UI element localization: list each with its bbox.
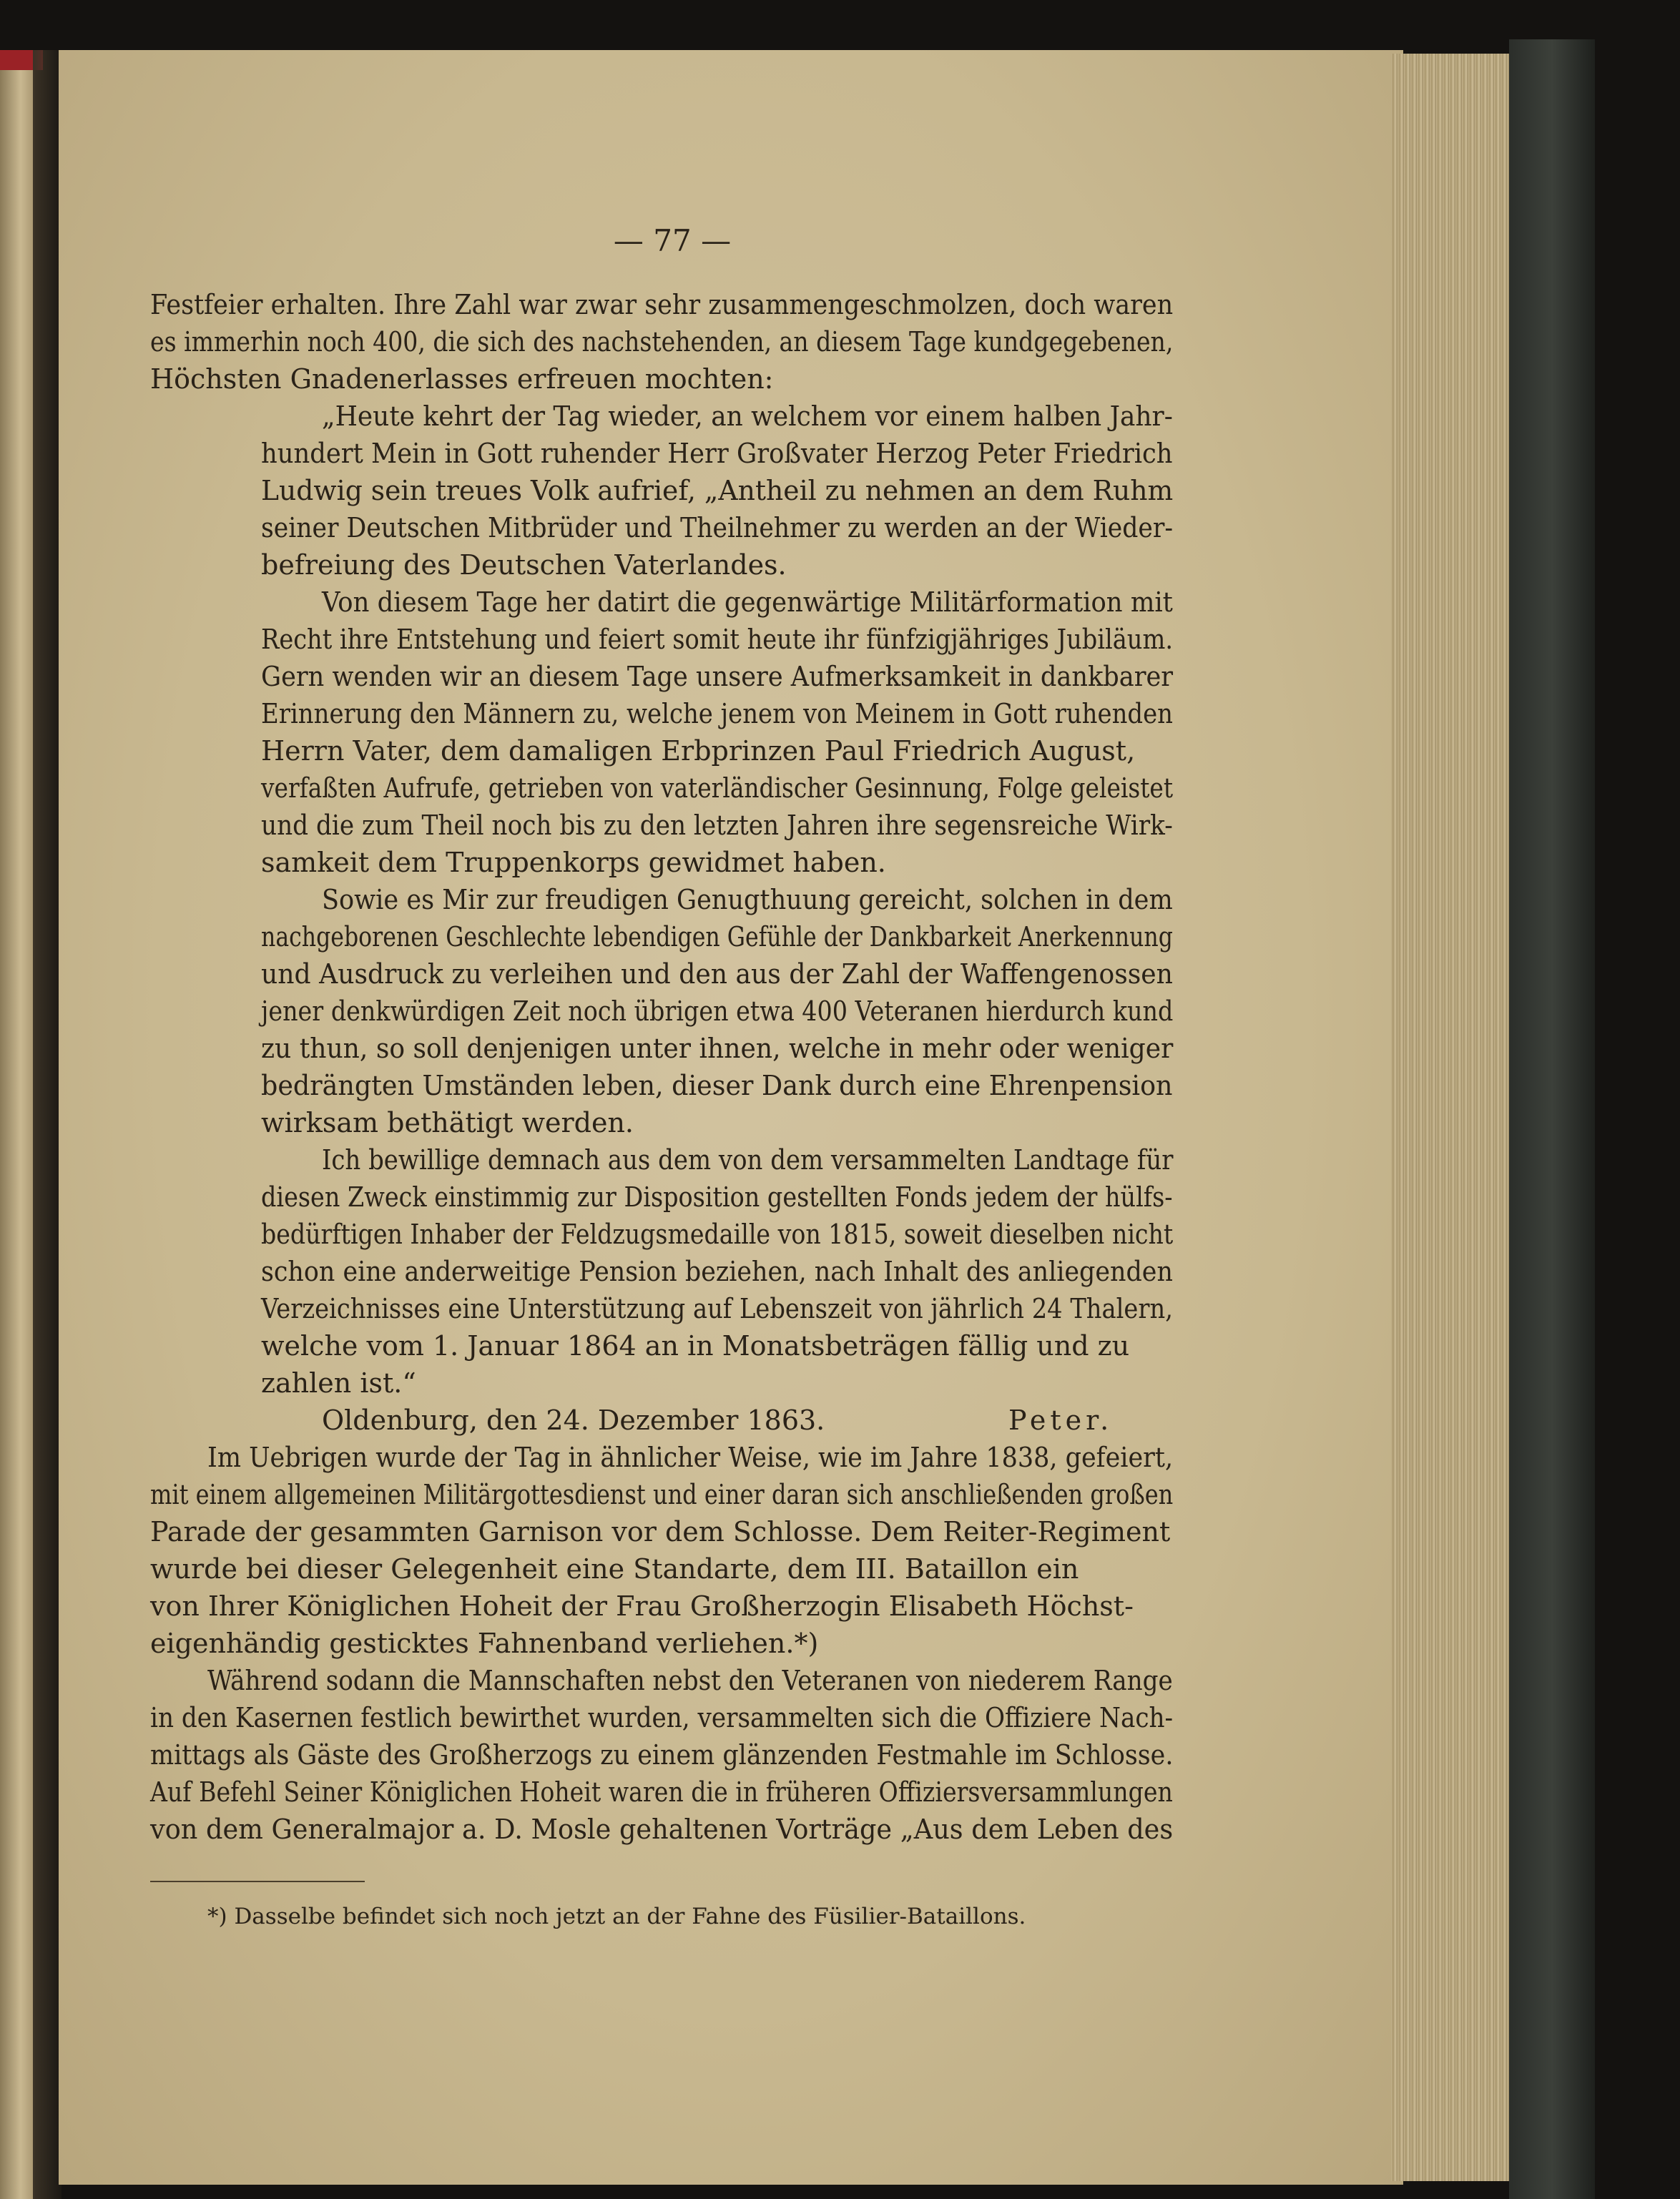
text-line: seiner Deutschen Mitbrüder und Theilnehmer zu werden an der Wieder-	[261, 512, 1174, 543]
text-line: Höchsten Gnadenerlasses erfreuen mochten:	[150, 363, 774, 395]
text-line: bedürftigen Inhaber der Feldzugsmedaille von 1815, soweit dieselben nicht	[261, 1219, 1174, 1250]
text-line: mit einem allgemeinen Militärgottesdienst und einer daran sich anschließenden großen	[150, 1479, 1174, 1510]
text-line: welche vom 1. Januar 1864 an in Monatsbeträgen fällig und zu	[261, 1330, 1130, 1362]
footnote: *) Dasselbe befindet sich noch jetzt an der Fahne des Füsilier-Bataillons.	[207, 1904, 1026, 1929]
text-line: Ich bewillige demnach aus dem von dem versammelten Landtage für	[322, 1144, 1174, 1176]
text-line: Von diesem Tage her datirt die gegenwärtige Militärformation mit	[322, 586, 1173, 618]
page-number: — 77 —	[613, 223, 732, 258]
footnote-rule	[150, 1881, 365, 1882]
left-page-edge	[0, 50, 34, 2199]
text-line: mittags als Gäste des Großherzogs zu einem glänzenden Festmahle im Schlosse.	[150, 1739, 1174, 1771]
text-line: in den Kasernen festlich bewirthet wurden, versammelten sich die Offiziere Nach-	[150, 1702, 1174, 1733]
text-line: Erinnerung den Männern zu, welche jenem von Meinem in Gott ruhenden	[261, 698, 1174, 729]
text-line: hundert Mein in Gott ruhender Herr Großvater Herzog Peter Friedrich	[261, 438, 1173, 469]
text-line: Verzeichnisses eine Unterstützung auf Lebenszeit von jährlich 24 Thalern,	[261, 1293, 1173, 1324]
text-line: jener denkwürdigen Zeit noch übrigen etwa 400 Veteranen hierdurch kund	[261, 995, 1174, 1027]
page-edges	[1391, 54, 1513, 2181]
text-line: von Ihrer Königlichen Hoheit der Frau Großherzogin Elisabeth Höchst-	[150, 1590, 1134, 1622]
text-line: Herrn Vater, dem damaligen Erbprinzen Paul Friedrich August,	[261, 735, 1136, 767]
text-line: Sowie es Mir zur freudigen Genugthuung gereicht, solchen in dem	[322, 884, 1173, 915]
text-line: samkeit dem Truppenkorps gewidmet haben.	[261, 847, 886, 878]
book-cover	[1509, 39, 1595, 2199]
text-line: schon eine anderweitige Pension beziehen, nach Inhalt des anliegenden	[261, 1256, 1173, 1287]
text-line: Oldenburg, den 24. Dezember 1863.	[322, 1404, 825, 1436]
text-line: wurde bei dieser Gelegenheit eine Standarte, dem III. Bataillon ein	[150, 1553, 1079, 1585]
text-line: Während sodann die Mannschaften nebst den Veteranen von niederem Range	[207, 1665, 1173, 1696]
text-line: Recht ihre Entstehung und feiert somit heute ihr fünfzigjähriges Jubiläum.	[261, 624, 1174, 655]
text-line: Festfeier erhalten. Ihre Zahl war zwar sehr zusammengeschmolzen, doch waren	[150, 289, 1174, 320]
text-line: es immerhin noch 400, die sich des nachstehenden, an diesem Tage kundgegebenen,	[150, 326, 1174, 358]
book-gutter	[33, 50, 62, 2199]
text-line: zu thun, so soll denjenigen unter ihnen, welche in mehr oder weniger	[261, 1033, 1174, 1064]
text-line: Gern wenden wir an diesem Tage unsere Aufmerksamkeit in dankbarer	[261, 661, 1174, 692]
text-line: eigenhändig gesticktes Fahnenband verliehen.*)	[150, 1628, 819, 1659]
text-line: von dem Generalmajor a. D. Mosle gehaltenen Vorträge „Aus dem Leben des	[150, 1814, 1174, 1845]
text-line: Ludwig sein treues Volk aufrief, „Antheil zu nehmen an dem Ruhm	[261, 475, 1174, 506]
text-line: Auf Befehl Seiner Königlichen Hoheit waren die in früheren Offiziersversammlungen	[150, 1776, 1173, 1808]
text-line: zahlen ist.“	[261, 1367, 416, 1399]
text-line: befreiung des Deutschen Vaterlandes.	[261, 549, 787, 581]
text-line: Parade der gesammten Garnison vor dem Schlosse. Dem Reiter-Regiment	[150, 1516, 1171, 1548]
text-line: wirksam bethätigt werden.	[261, 1107, 634, 1138]
text-line: Im Uebrigen wurde der Tag in ähnlicher Weise, wie im Jahre 1838, gefeiert,	[207, 1442, 1174, 1473]
text-line: „Heute kehrt der Tag wieder, an welchem vor einem halben Jahr-	[322, 400, 1173, 432]
text-line: diesen Zweck einstimmig zur Disposition gestellten Fonds jedem der hülfs-	[261, 1181, 1173, 1213]
text-line: verfaßten Aufrufe, getrieben von vaterländischer Gesinnung, Folge geleistet	[261, 772, 1174, 804]
text-line: und Ausdruck zu verleihen und den aus der Zahl der Waffengenossen	[261, 958, 1173, 990]
text-line: und die zum Theil noch bis zu den letzten Jahren ihre segensreiche Wirk-	[261, 810, 1173, 841]
text-line: nachgeborenen Geschlechte lebendigen Gefühle der Dankbarkeit Anerkennung	[261, 921, 1173, 953]
signature: Peter.	[1008, 1404, 1114, 1436]
text-line: bedrängten Umständen leben, dieser Dank durch eine Ehrenpension	[261, 1070, 1173, 1101]
